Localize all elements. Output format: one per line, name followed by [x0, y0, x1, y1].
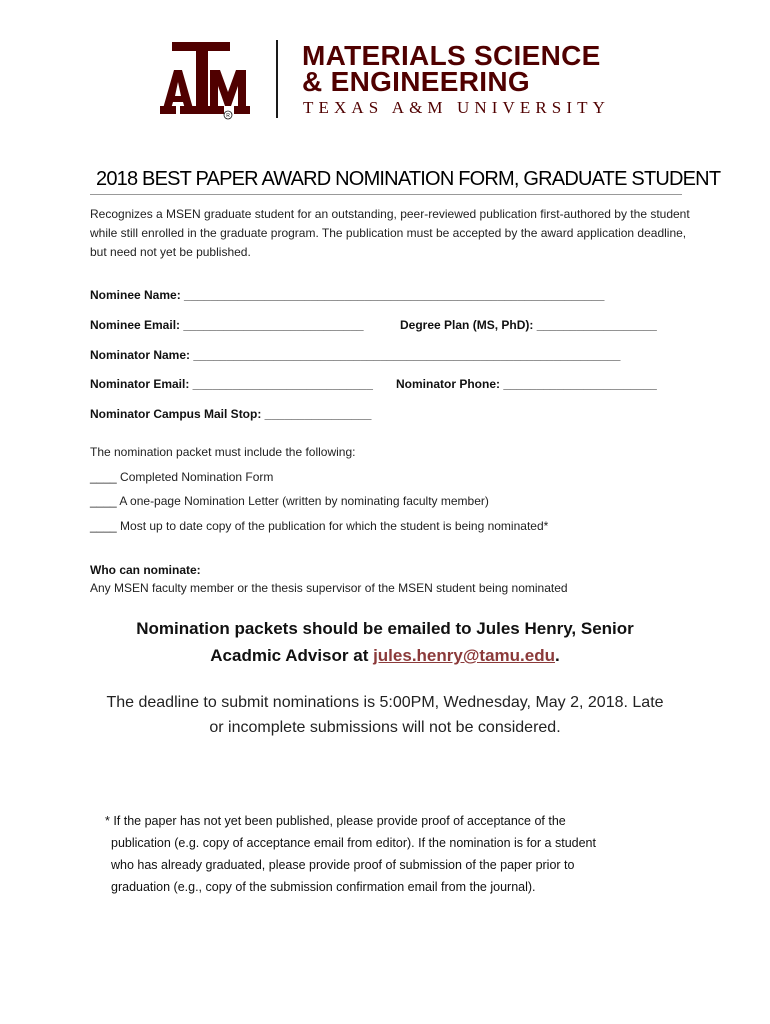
atm-logo-icon	[160, 40, 260, 120]
logo-divider	[276, 40, 278, 118]
department-name-line2: & ENGINEERING	[302, 66, 530, 97]
title-underline	[90, 194, 682, 195]
packet-intro: The nomination packet must include the following:	[90, 445, 356, 459]
degree-plan-field[interactable]: Degree Plan (MS, PhD): __________________	[400, 318, 657, 332]
form-title: 2018 BEST PAPER AWARD NOMINATION FORM, GRADUATE STUDENT	[96, 168, 721, 190]
packet-item-form[interactable]: ____ Completed Nomination Form	[90, 470, 274, 484]
deadline-line1: The deadline to submit nominations is 5:00PM, Wednesday, May 2, 2018. Late	[106, 694, 664, 711]
email-instruction-line1: Nomination packets should be emailed to Jules Henry, Senior	[136, 619, 634, 638]
footnote-line3: who has already graduated, please provide proof of submission of the paper prior to	[111, 858, 575, 872]
footnote-line2: publication (e.g. copy of acceptance email from editor). If the nomination is for a student	[111, 836, 596, 850]
department-name-line1: MATERIALS SCIENCE	[302, 40, 601, 71]
nominee-name-field[interactable]: Nominee Name: _______________________________________________________________	[90, 288, 605, 302]
who-can-nominate-heading: Who can nominate:	[90, 563, 201, 577]
packet-item-letter[interactable]: ____ A one-page Nomination Letter (written by nominating faculty member)	[90, 494, 489, 508]
advisor-email-link[interactable]: jules.henry@tamu.edu	[373, 646, 555, 665]
nominee-email-field[interactable]: Nominee Email: ___________________________	[90, 318, 364, 332]
nominator-phone-field[interactable]: Nominator Phone: _______________________	[396, 377, 657, 391]
email-instruction-line2	[60, 646, 710, 666]
email-instruction-suffix: .	[554, 646, 560, 665]
footnote-line4: graduation (e.g., copy of the submission confirmation email from the journal).	[111, 880, 536, 894]
who-can-nominate-text: Any MSEN faculty member or the thesis supervisor of the MSEN student being nominated	[90, 581, 568, 595]
award-description: Recognizes a MSEN graduate student for an outstanding, peer-reviewed publication first-authored by the student while still enrolled in the graduate program. The publication must be accepted by the award application deadline, but need not yet be published.	[90, 207, 690, 259]
deadline-line2: or incomplete submissions will not be considered.	[209, 719, 561, 736]
acceptance-footnote	[105, 810, 685, 898]
campus-mail-stop-field[interactable]: Nominator Campus Mail Stop: ________________	[90, 407, 372, 421]
footnote-line1: * If the paper has not yet been published, please provide proof of acceptance of the	[105, 814, 566, 828]
university-name: TEXAS A&M UNIVERSITY	[303, 98, 610, 117]
email-instruction-prefix: Acadmic Advisor at	[210, 646, 374, 665]
svg-text:R: R	[226, 113, 230, 119]
nominator-name-field[interactable]: Nominator Name: ________________________________________________________________	[90, 348, 621, 362]
nominator-email-field[interactable]: Nominator Email: ___________________________	[90, 377, 373, 391]
packet-item-publication[interactable]: ____ Most up to date copy of the publication for which the student is being nominated*	[90, 519, 549, 533]
